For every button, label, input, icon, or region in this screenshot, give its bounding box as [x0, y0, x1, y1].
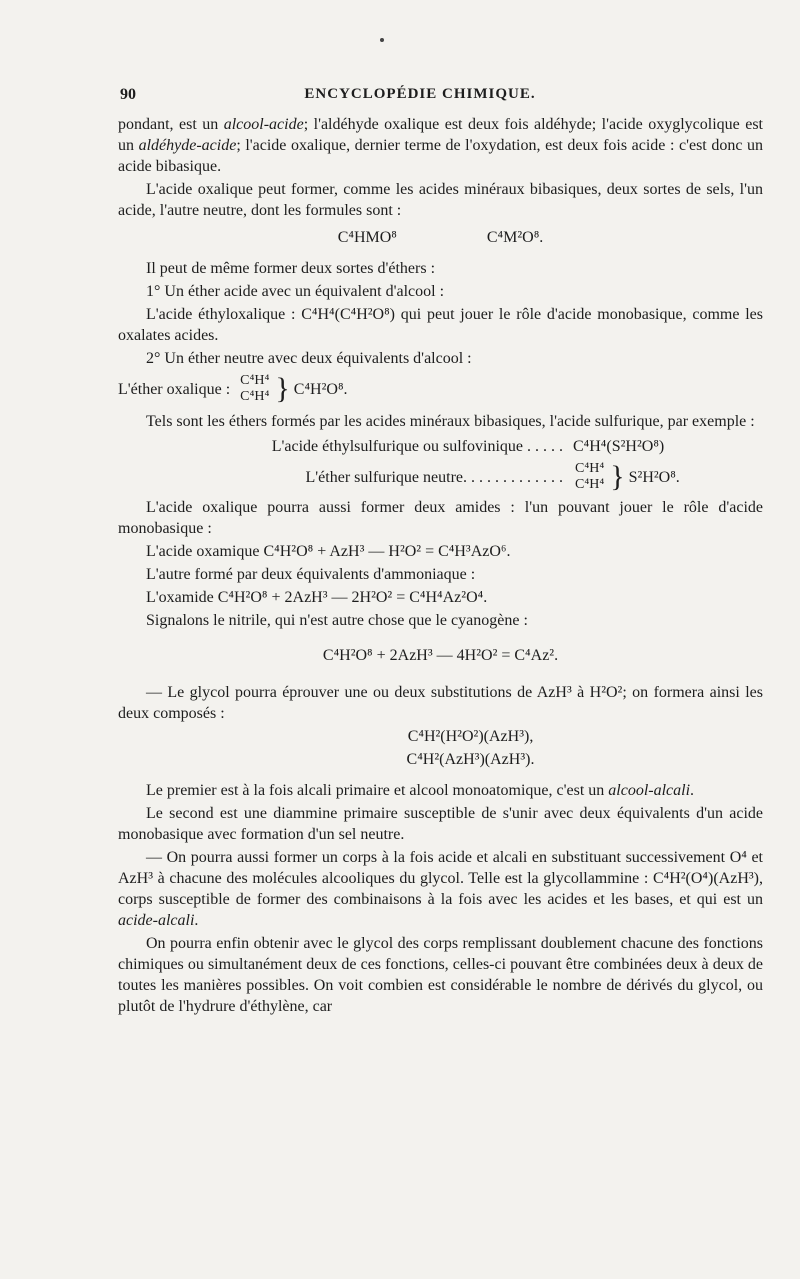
running-title: ENCYCLOPÉDIE CHIMIQUE.: [304, 86, 536, 102]
paragraph-16: — On pourra aussi former un corps à la fois acide et alcali en substituant successivement O⁴ et AzH³ à chacune des molécules alcooliques du glycol. Telle est la glycollammine : C⁴H²(O⁴)(AzH³), corps susceptible de former des combinaisons à la fois avec les acides et les bases, et qui est un acide-alcali.: [118, 849, 763, 929]
paragraph-2: L'acide oxalique peut former, comme les acides minéraux bibasiques, deux sortes de sels, l'un acide, l'autre neutre, dont les formules sont :: [118, 181, 763, 219]
formula-2: C⁴H²(H²O²)(AzH³),: [407, 728, 534, 745]
paragraph-14: Le premier est à la fois alcali primaire et alcool monoatomique, c'est un alcool-alcali.: [146, 782, 695, 799]
ether-sulfurique-formula: C⁴H⁴ C⁴H⁴ } S²H²O⁸.: [575, 460, 680, 493]
paragraph-17: On pourra enfin obtenir avec le glycol des corps remplissant doublement chacune des fonctions chimiques ou simultanément deux de ces fonctions, celles-ci pouvant être combinées deux à deux de toutes les manières possibles. On voit combien est considérable le nombre de dérivés du glycol, ou plutôt de l'hydrure d'éthylène, car: [118, 935, 763, 1015]
formula-3: C⁴H²(AzH³)(AzH³).: [406, 751, 535, 768]
ether-oxalique-stack: C⁴H⁴ C⁴H⁴: [240, 373, 270, 404]
sulfovinique-formula: C⁴H⁴(S²H²O⁸): [573, 438, 665, 455]
paragraph-10: L'autre formé par deux équivalents d'ammoniaque :: [146, 566, 476, 583]
paragraph-1: pondant, est un alcool-acide; l'aldéhyde oxalique est deux fois aldéhyde; l'acide oxyglycolique est un aldéhyde-acide; l'acide oxalique, dernier terme de l'oxydation, est deux fois acide : c'est donc un acide bibasique.: [118, 116, 763, 175]
page-number: 90: [120, 86, 136, 103]
paragraph-11: L'oxamide C⁴H²O⁸ + 2AzH³ — 2H²O² = C⁴H⁴Az²O⁴.: [146, 589, 488, 606]
ether-sulfurique-label: L'éther sulfurique neutre. . . . . . . . . . . . .: [305, 468, 563, 486]
sulfovinique-row: [118, 436, 763, 457]
acid-salt-formula: C⁴HMO⁸: [337, 229, 397, 246]
sulfovinique-label: L'acide éthylsulfurique ou sulfovinique . . . . .: [271, 438, 563, 455]
brace: }: [610, 460, 625, 493]
paragraph-9: L'acide oxamique C⁴H²O⁸ + AzH³ — H²O² = C⁴H³AzO⁶.: [146, 543, 511, 560]
ether-oxalique-label: L'éther oxalique :: [118, 380, 231, 398]
salt-formulas: [118, 227, 763, 248]
paragraph-7: Tels sont les éthers formés par les acides minéraux bibasiques, l'acide sulfurique, par exemple :: [146, 413, 755, 430]
paragraph-6: 2° Un éther neutre avec deux équivalents d'alcool :: [146, 350, 472, 367]
paragraph-3: Il peut de même former deux sortes d'éthers :: [146, 260, 436, 277]
paragraph-13: — Le glycol pourra éprouver une ou deux substitutions de AzH³ à H²O²; on formera ainsi les deux composés :: [118, 684, 763, 722]
nitrile-formula: C⁴H²O⁸ + 2AzH³ — 4H²O² = C⁴Az².: [322, 647, 559, 664]
ether-sulfurique-row: [118, 461, 763, 493]
paragraph-8: L'acide oxalique pourra aussi former deux amides : l'un pouvant jouer le rôle d'acide monobasique :: [118, 499, 763, 537]
ether-oxalique-right: C⁴H²O⁸.: [293, 380, 348, 398]
ether-oxalique-formula: [118, 373, 763, 405]
paragraph-4: 1° Un éther acide avec un équivalent d'alcool :: [146, 283, 445, 300]
brace: }: [275, 372, 290, 405]
ink-dot: [380, 38, 384, 42]
page-header: [120, 86, 720, 108]
paragraph-12: Signalons le nitrile, qui n'est autre chose que le cyanogène :: [146, 612, 528, 629]
paragraph-15: Le second est une diammine primaire susceptible de s'unir avec deux équivalents d'un acide monobasique avec formation d'un sel neutre.: [118, 805, 763, 843]
page-body: [118, 114, 763, 1019]
neutral-salt-formula: C⁴M²O⁸.: [486, 229, 544, 246]
paragraph-5: L'acide éthyloxalique : C⁴H⁴(C⁴H²O⁸) qui peut jouer le rôle d'acide monobasique, comme les oxalates acides.: [118, 306, 763, 344]
